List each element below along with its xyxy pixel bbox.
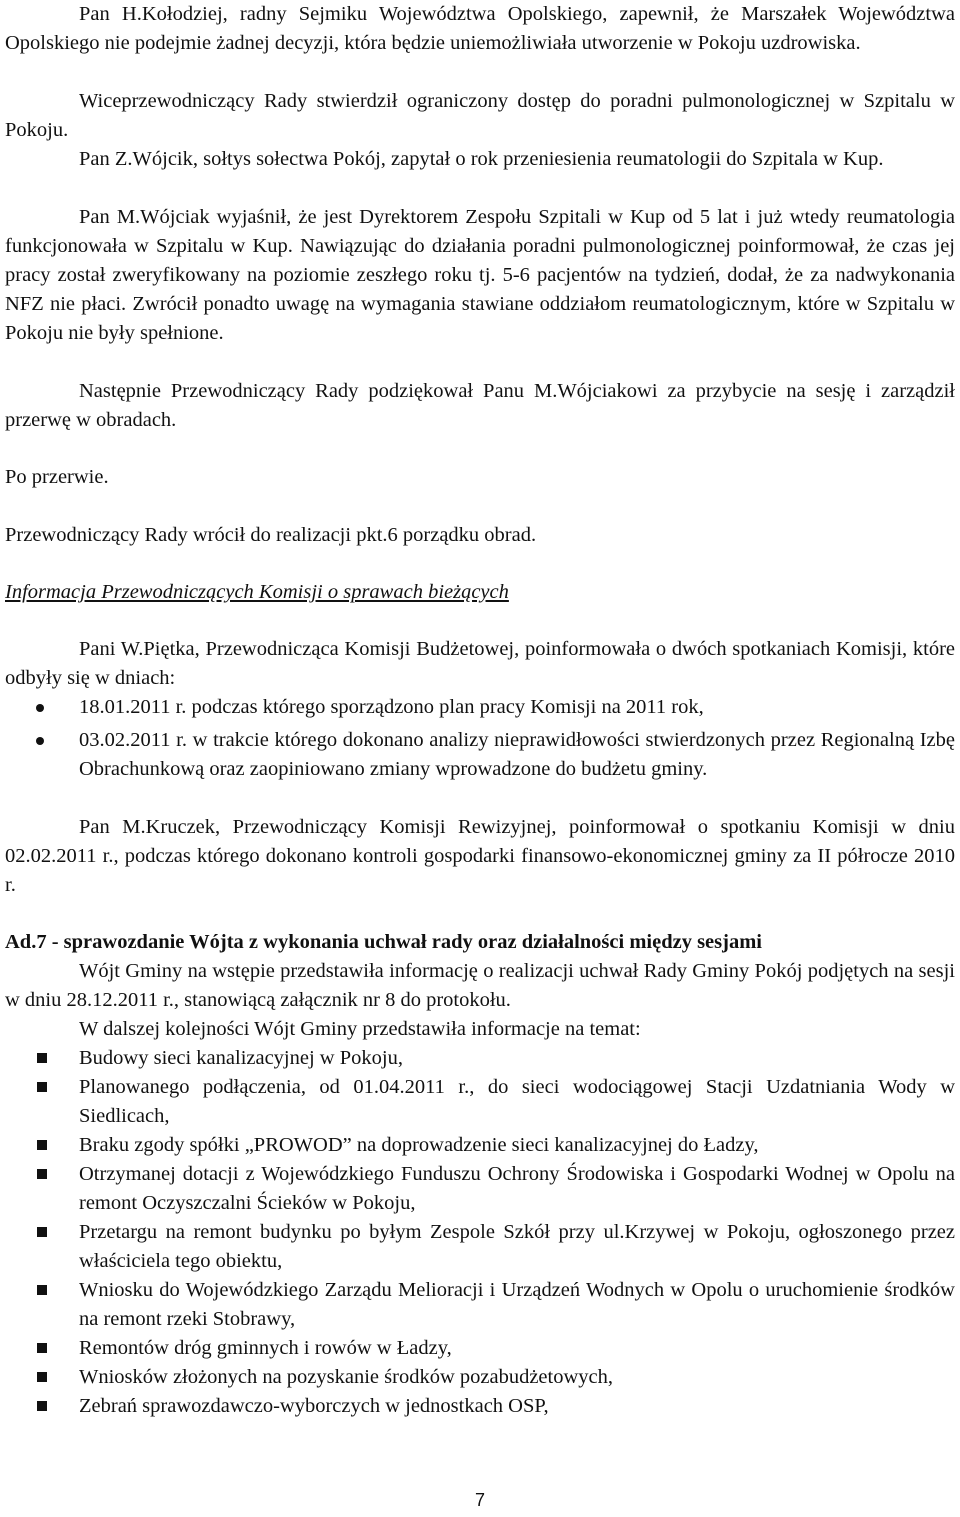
paragraph-thanks: Następnie Przewodniczący Rady podziękował Panu M.Wójciakowi za przybycie na sesję i zarządził przerwę w obradach. <box>5 380 955 431</box>
topic-text: Braku zgody spółki „PROWOD” na doprowadzenie sieci kanalizacyjnej do Ładzy, <box>79 1134 759 1156</box>
paragraph-after-break: Po przerwie. <box>5 466 109 488</box>
square-bullet-icon <box>37 1053 47 1063</box>
square-bullet-icon <box>37 1372 47 1382</box>
paragraph-kolodziej: Pan H.Kołodziej, radny Sejmiku Województwa Opolskiego, zapewnił, że Marszałek Województwa Opolskiego nie podejmie żadnej decyzji, która będzie uniemożliwiała utworzenie w Pokoju uzdrowiska. <box>5 3 955 54</box>
topic-text: Otrzymanej dotacji z Wojewódzkiego Funduszu Ochrony Środowiska i Gospodarki Wodnej w Opolu na remont Oczyszczalni Ścieków w Pokoju, <box>79 1163 955 1214</box>
topic-text: Zebrań sprawozdawczo-wyborczych w jednostkach OSP, <box>79 1395 549 1417</box>
meeting-text: 18.01.2011 r. podczas którego sporządzono plan pracy Komisji na 2011 rok, <box>79 696 704 718</box>
paragraph-wojt-intro: Wójt Gminy na wstępie przedstawiła informację o realizacji uchwał Rady Gminy Pokój podjętych na sesji w dniu 28.12.2011 r., stanowiącą załącznik nr 8 do protokołu. <box>5 960 955 1011</box>
paragraph-vice-chair: Wiceprzewodniczący Rady stwierdził ograniczony dostęp do poradni pulmonologicznej w Szpitalu w Pokoju. <box>5 90 955 141</box>
square-bullet-icon <box>37 1227 47 1237</box>
square-bullet-icon <box>37 1343 47 1353</box>
section-heading-ad7: Ad.7 - sprawozdanie Wójta z wykonania uchwał rady oraz działalności między sesjami <box>5 931 762 953</box>
square-bullet-icon <box>37 1140 47 1150</box>
topic-text: Budowy sieci kanalizacyjnej w Pokoju, <box>79 1047 403 1069</box>
paragraph-kruczek: Pan M.Kruczek, Przewodniczący Komisji Rewizyjnej, poinformował o spotkaniu Komisji w dniu 02.02.2011 r., podczas którego dokonano kontroli gospodarki finansowo-ekonomicznej gminy za II półrocze 2010 r. <box>5 816 955 896</box>
topic-text: Planowanego podłączenia, od 01.04.2011 r., do sieci wodociągowej Stacji Uzdatniania Wody w Siedlicach, <box>79 1076 955 1127</box>
square-bullet-icon <box>37 1169 47 1179</box>
topic-text: Wniosków złożonych na pozyskanie środków pozabudżetowych, <box>79 1366 613 1388</box>
topic-text: Wniosku do Wojewódzkiego Zarządu Melioracji i Urządzeń Wodnych w Opolu o uruchomienie środków na remont rzeki Stobrawy, <box>79 1279 955 1330</box>
paragraph-resume: Przewodniczący Rady wrócił do realizacji pkt.6 porządku obrad. <box>5 524 537 546</box>
bullet-icon <box>36 704 44 712</box>
paragraph-pietka: Pani W.Piętka, Przewodnicząca Komisji Budżetowej, poinformowała o dwóch spotkaniach Komisji, które odbyły się w dniach: <box>5 638 955 689</box>
page-number: 7 <box>474 1490 485 1510</box>
section-heading-committees: Informacja Przewodniczących Komisji o sprawach bieżących <box>5 581 509 603</box>
paragraph-wojcik: Pan Z.Wójcik, sołtys sołectwa Pokój, zapytał o rok przeniesienia reumatologii do Szpitala w Kup. <box>79 148 884 170</box>
meeting-text: 03.02.2011 r. w trakcie którego dokonano analizy nieprawidłowości stwierdzonych przez Regionalną Izbę Obrachunkową oraz zaopiniowano zmiany wprowadzone do budżetu gminy. <box>79 729 955 780</box>
paragraph-wojciak: Pan M.Wójciak wyjaśnił, że jest Dyrektorem Zespołu Szpitali w Kup od 5 lat i już wtedy reumatologia funkcjonowała w Szpitalu w Kup. Nawiązując do działania poradni pulmonologicznej poinformował, że czas jej pracy został zweryfikowany na poziomie zeszłego roku tj. 5-6 pacjentów na tydzień, dodał, że za nadwykonania NFZ nie płaci. Zwrócił ponadto uwagę na wymagania stawiane oddziałom reumatologicznym, które w Szpitalu w Pokoju nie były spełnione. <box>5 206 955 344</box>
paragraph-wojt-topics: W dalszej kolejności Wójt Gminy przedstawiła informacje na temat: <box>79 1018 641 1040</box>
bullet-icon <box>36 737 44 745</box>
square-bullet-icon <box>37 1285 47 1295</box>
square-bullet-icon <box>37 1082 47 1092</box>
topic-text: Przetargu na remont budynku po byłym Zespole Szkół przy ul.Krzywej w Pokoju, ogłoszonego przez właściciela tego obiektu, <box>79 1221 955 1272</box>
topic-text: Remontów dróg gminnych i rowów w Ładzy, <box>79 1337 452 1359</box>
square-bullet-icon <box>37 1401 47 1411</box>
